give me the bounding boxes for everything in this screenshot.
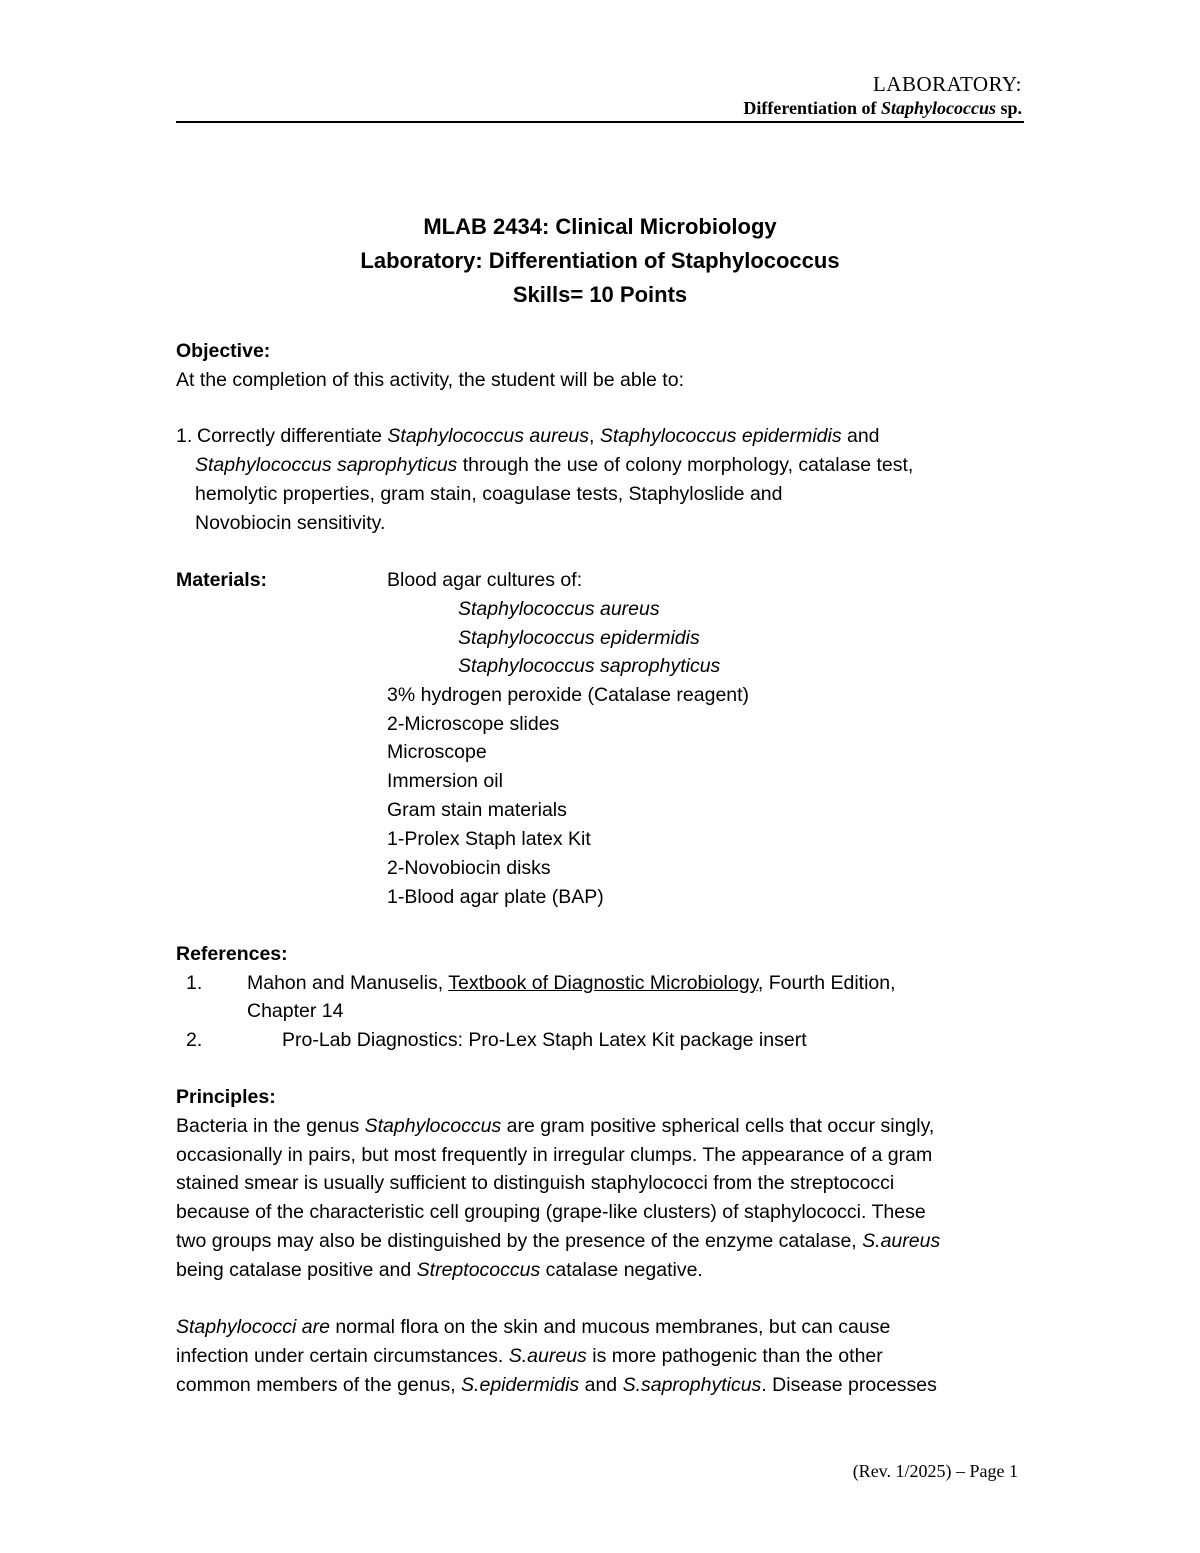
objective-intro: At the completion of this activity, the student will be able to: bbox=[176, 369, 684, 391]
materials-organism: Staphylococcus aureus bbox=[458, 598, 660, 620]
materials-heading: Materials: bbox=[176, 569, 268, 591]
text-run: and bbox=[579, 1374, 623, 1396]
reference-1-number: 1. bbox=[186, 972, 203, 994]
materials-organism: Staphylococcus epidermidis bbox=[458, 627, 700, 649]
reference-2-number: 2. bbox=[186, 1029, 203, 1051]
species-name: S.saprophyticus bbox=[622, 1374, 762, 1396]
references-heading: References: bbox=[176, 943, 288, 965]
text-run: common members of the genus, bbox=[176, 1374, 462, 1396]
header-subtitle-prefix: Differentiation of bbox=[743, 98, 881, 118]
text-run: is more pathogenic than the other bbox=[586, 1345, 883, 1367]
objective-line1-c: , bbox=[589, 425, 600, 447]
principles-p2-line-1 bbox=[176, 1313, 890, 1342]
organism-s-aureus: Staphylococcus aureus bbox=[387, 425, 590, 447]
principles-p1-line-1 bbox=[176, 1112, 934, 1141]
materials-item: Microscope bbox=[387, 741, 487, 763]
skills-title: Skills= 10 Points bbox=[512, 282, 688, 307]
genus-name: Staphylococcus bbox=[364, 1115, 502, 1137]
materials-cultures-label: Blood agar cultures of: bbox=[387, 569, 583, 591]
text-run: normal flora on the skin and mucous membranes, but can cause bbox=[329, 1316, 891, 1338]
text-run: being catalase positive and bbox=[176, 1259, 417, 1281]
species-name: S.epidermidis bbox=[461, 1374, 580, 1396]
text-run: . Disease processes bbox=[761, 1374, 937, 1396]
materials-item: Immersion oil bbox=[387, 770, 503, 792]
principles-p1-line-2: occasionally in pairs, but most frequently in irregular clumps. The appearance of a gram bbox=[176, 1144, 933, 1166]
objective-item-number: 1. bbox=[176, 425, 193, 447]
objective-line2-b: through the use of colony morphology, catalase test, bbox=[457, 454, 914, 476]
materials-item: 1-Blood agar plate (BAP) bbox=[387, 886, 604, 908]
text-run: Bacteria in the genus bbox=[176, 1115, 365, 1137]
page-footer: (Rev. 1/2025) – Page 1 bbox=[852, 1461, 1018, 1481]
objective-heading: Objective: bbox=[176, 340, 271, 362]
species-name: S.aureus bbox=[862, 1230, 941, 1252]
principles-p2-line-2 bbox=[176, 1342, 883, 1371]
objective-line-1 bbox=[197, 422, 880, 451]
materials-item: 3% hydrogen peroxide (Catalase reagent) bbox=[387, 684, 750, 706]
objective-line-3: hemolytic properties, gram stain, coagulase tests, Staphyloslide and bbox=[195, 483, 783, 505]
objective-line1-a: Correctly differentiate bbox=[197, 425, 388, 447]
lab-title: Laboratory: Differentiation of Staphylococcus bbox=[360, 248, 840, 273]
genus-name: Staphylococci are bbox=[176, 1316, 330, 1338]
materials-item: 2-Novobiocin disks bbox=[387, 857, 551, 879]
header-subtitle-genus: Staphylococcus bbox=[880, 98, 996, 118]
reference-2: Pro-Lab Diagnostics: Pro-Lex Staph Latex Kit package insert bbox=[282, 1029, 807, 1051]
principles-p1-line-3: stained smear is usually sufficient to distinguish staphylococci from the streptococci bbox=[176, 1172, 895, 1194]
materials-item: 2-Microscope slides bbox=[387, 713, 560, 735]
course-title: MLAB 2434: Clinical Microbiology bbox=[423, 214, 777, 239]
principles-heading: Principles: bbox=[176, 1086, 276, 1108]
principles-p1-line-5 bbox=[176, 1227, 940, 1256]
objective-line-2 bbox=[195, 451, 913, 480]
header-subtitle bbox=[743, 98, 1022, 119]
text-run: two groups may also be distinguished by the presence of the enzyme catalase, bbox=[176, 1230, 863, 1252]
objective-line-4: Novobiocin sensitivity. bbox=[195, 512, 386, 534]
header-lab-label: LABORATORY: bbox=[872, 72, 1022, 96]
principles-p1-line-6 bbox=[176, 1256, 703, 1285]
materials-organism: Staphylococcus saprophyticus bbox=[458, 655, 721, 677]
reference-1 bbox=[247, 969, 896, 998]
genus-name: Streptococcus bbox=[416, 1259, 541, 1281]
objective-line1-e: and bbox=[841, 425, 880, 447]
text-run: infection under certain circumstances. bbox=[176, 1345, 509, 1367]
reference-1-book-title: Textbook of Diagnostic Microbiology bbox=[448, 972, 758, 994]
header-subtitle-suffix: sp. bbox=[995, 98, 1022, 118]
header-rule bbox=[176, 121, 1024, 123]
materials-item: Gram stain materials bbox=[387, 799, 567, 821]
reference-1-authors: Mahon and Manuselis, bbox=[247, 972, 449, 994]
species-name: S.aureus bbox=[508, 1345, 587, 1367]
reference-1-edition: , Fourth Edition, bbox=[757, 972, 896, 994]
organism-s-saprophyticus: Staphylococcus saprophyticus bbox=[195, 454, 458, 476]
text-run: are gram positive spherical cells that occur singly, bbox=[501, 1115, 935, 1137]
organism-s-epidermidis: Staphylococcus epidermidis bbox=[599, 425, 842, 447]
principles-p2-line-3 bbox=[176, 1371, 937, 1400]
materials-item: 1-Prolex Staph latex Kit bbox=[387, 828, 591, 850]
principles-p1-line-4: because of the characteristic cell grouping (grape-like clusters) of staphylococci. These bbox=[176, 1201, 926, 1223]
reference-1-chapter: Chapter 14 bbox=[247, 1000, 344, 1022]
text-run: catalase negative. bbox=[540, 1259, 703, 1281]
